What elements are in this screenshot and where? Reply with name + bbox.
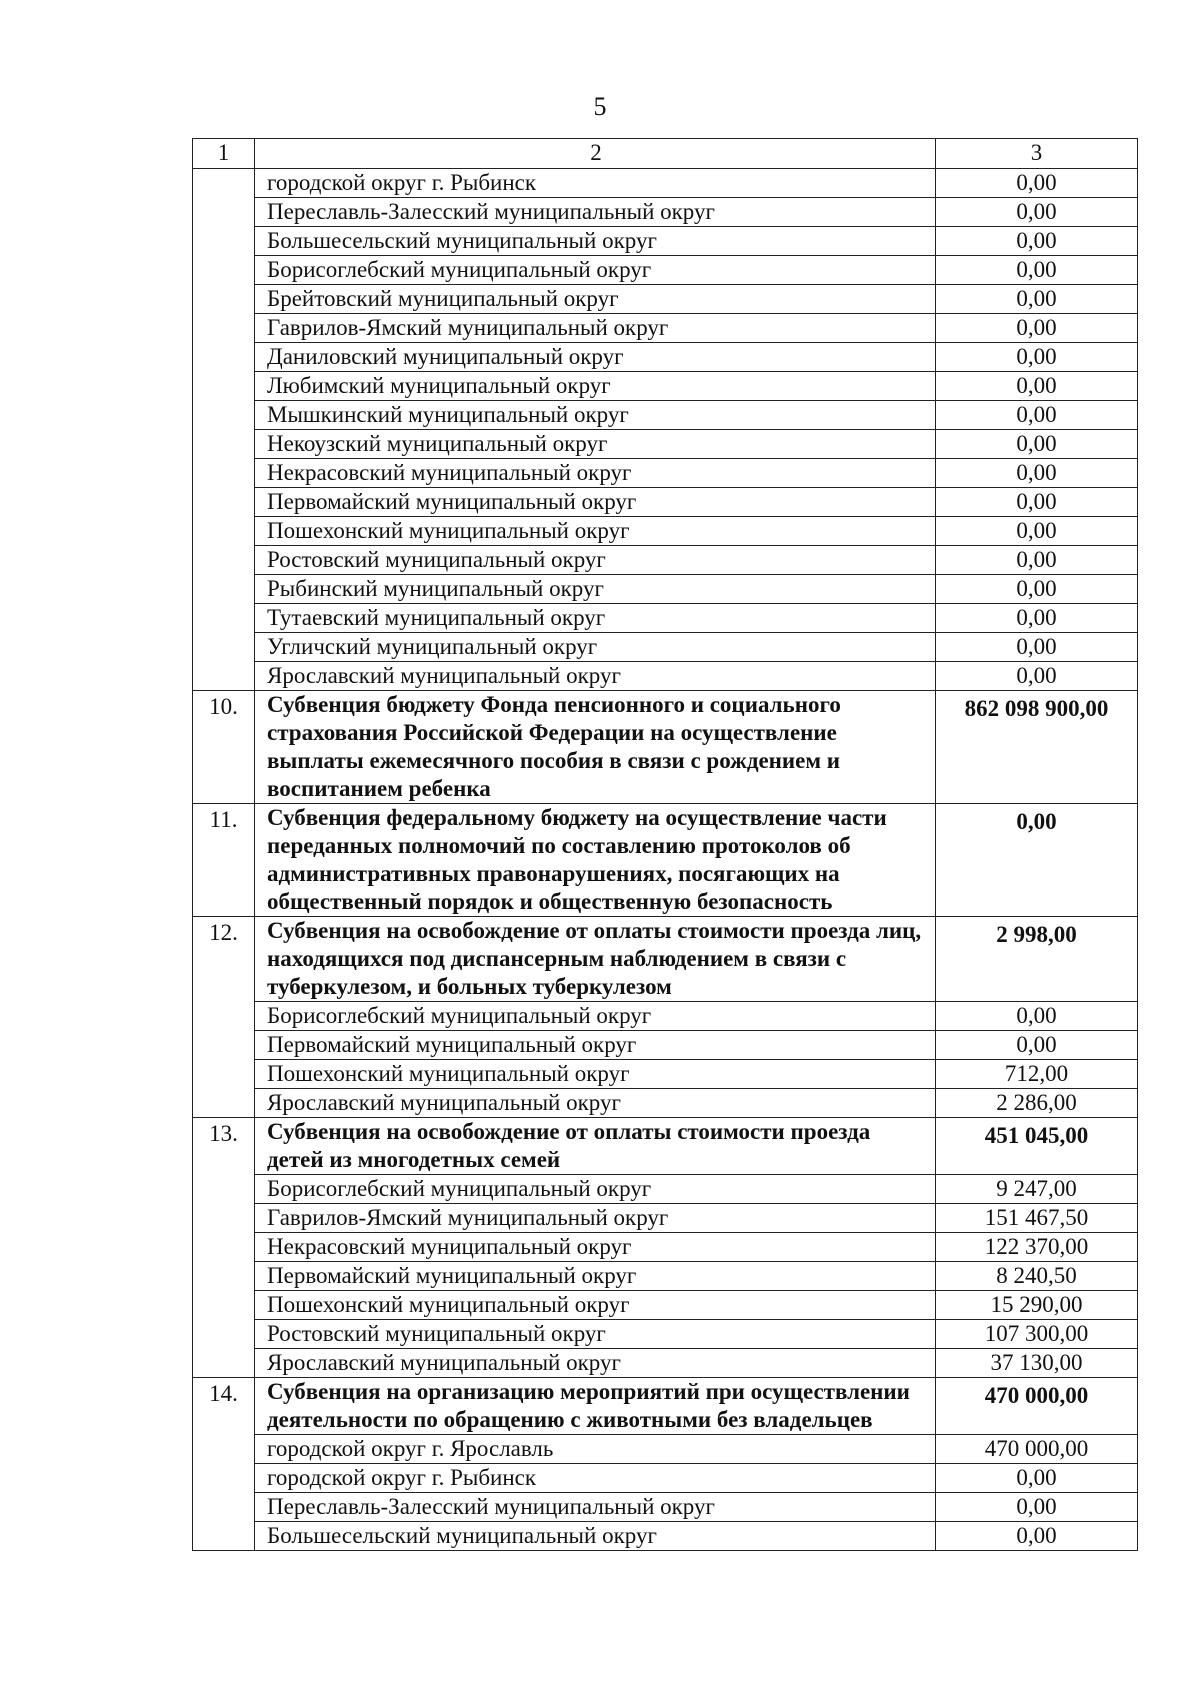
- table-row: [193, 1002, 1138, 1031]
- subvention-row: [193, 804, 1138, 917]
- amount-value: 0,00: [936, 314, 1138, 343]
- municipality-name: Гаврилов-Ямский муниципальный округ: [255, 1204, 936, 1233]
- amount-value: 0,00: [936, 575, 1138, 604]
- amount-value: 0,00: [936, 1522, 1138, 1551]
- municipality-name: Тутаевский муниципальный округ: [255, 604, 936, 633]
- subvention-title: Субвенция на освобождение от оплаты стоимости проезда детей из многодетных семей: [255, 1118, 936, 1175]
- municipality-name: Гаврилов-Ямский муниципальный округ: [255, 314, 936, 343]
- table-row: [193, 401, 1138, 430]
- amount-value: 37 130,00: [936, 1349, 1138, 1378]
- municipality-name: Ярославский муниципальный округ: [255, 662, 936, 691]
- municipality-name: Первомайский муниципальный округ: [255, 488, 936, 517]
- amount-value: 0,00: [936, 256, 1138, 285]
- table-row: [193, 517, 1138, 546]
- amount-value: 2 286,00: [936, 1089, 1138, 1118]
- municipality-name: Ярославский муниципальный округ: [255, 1349, 936, 1378]
- amount-value: 15 290,00: [936, 1291, 1138, 1320]
- municipality-name: Борисоглебский муниципальный округ: [255, 256, 936, 285]
- subvention-title: Субвенция на освобождение от оплаты стоимости проезда лиц, находящихся под диспансерным наблюдением в связи с туберкулезом, и больных туберкулезом: [255, 917, 936, 1002]
- table-row: [193, 633, 1138, 662]
- municipality-name: Пошехонский муниципальный округ: [255, 1291, 936, 1320]
- municipality-name: Первомайский муниципальный округ: [255, 1031, 936, 1060]
- subvention-row: [193, 917, 1138, 1002]
- municipality-name: Некрасовский муниципальный округ: [255, 459, 936, 488]
- municipality-name: Большесельский муниципальный округ: [255, 1522, 936, 1551]
- amount-value: 8 240,50: [936, 1262, 1138, 1291]
- table-row: [193, 546, 1138, 575]
- amount-value: 0,00: [936, 198, 1138, 227]
- amount-value: 0,00: [936, 1464, 1138, 1493]
- amount-value: 0,00: [936, 662, 1138, 691]
- subvention-total: 470 000,00: [936, 1378, 1138, 1435]
- amount-value: 470 000,00: [936, 1435, 1138, 1464]
- table-row: [193, 430, 1138, 459]
- municipality-name: Ростовский муниципальный округ: [255, 1320, 936, 1349]
- amount-value: 107 300,00: [936, 1320, 1138, 1349]
- amount-value: 712,00: [936, 1060, 1138, 1089]
- subvention-row: [193, 1378, 1138, 1435]
- subvention-total: 2 998,00: [936, 917, 1138, 1002]
- table-row: [193, 604, 1138, 633]
- amount-value: 151 467,50: [936, 1204, 1138, 1233]
- table-row: [193, 1089, 1138, 1118]
- municipality-name: городской округ г. Рыбинск: [255, 1464, 936, 1493]
- municipality-name: Переславль-Залесский муниципальный округ: [255, 198, 936, 227]
- amount-value: 0,00: [936, 546, 1138, 575]
- municipality-name: Некрасовский муниципальный округ: [255, 1233, 936, 1262]
- table-row: [193, 343, 1138, 372]
- amount-value: 0,00: [936, 517, 1138, 546]
- amount-value: 0,00: [936, 343, 1138, 372]
- amount-value: 0,00: [936, 604, 1138, 633]
- amount-value: 0,00: [936, 633, 1138, 662]
- municipality-name: Некоузский муниципальный округ: [255, 430, 936, 459]
- municipality-name: Ярославский муниципальный округ: [255, 1089, 936, 1118]
- amount-value: 122 370,00: [936, 1233, 1138, 1262]
- municipality-name: Угличский муниципальный округ: [255, 633, 936, 662]
- subvention-total: 862 098 900,00: [936, 691, 1138, 804]
- subvention-title: Субвенция федеральному бюджету на осуществление части переданных полномочий по составлению протоколов об административных правонарушениях, посягающих на общественный порядок и общественную безопасность: [255, 804, 936, 917]
- municipality-name: Ростовский муниципальный округ: [255, 546, 936, 575]
- amount-value: 0,00: [936, 1493, 1138, 1522]
- amount-value: 0,00: [936, 227, 1138, 256]
- table-row: [193, 1060, 1138, 1089]
- table-row: [193, 169, 1138, 198]
- table-row: [193, 1435, 1138, 1464]
- table-row: [193, 256, 1138, 285]
- table-row: [193, 1493, 1138, 1522]
- table-row: [193, 227, 1138, 256]
- municipality-name: Брейтовский муниципальный округ: [255, 285, 936, 314]
- subvention-row: [193, 1118, 1138, 1175]
- item-number: 14.: [193, 1378, 255, 1551]
- table-row: [193, 314, 1138, 343]
- item-number: 12.: [193, 917, 255, 1118]
- municipality-name: Рыбинский муниципальный округ: [255, 575, 936, 604]
- table-row: [193, 1262, 1138, 1291]
- amount-value: 0,00: [936, 285, 1138, 314]
- table-row: [193, 1175, 1138, 1204]
- header-col-3: 3: [936, 139, 1138, 169]
- amount-value: 0,00: [936, 430, 1138, 459]
- municipality-name: городской округ г. Рыбинск: [255, 169, 936, 198]
- municipality-name: городской округ г. Ярославль: [255, 1435, 936, 1464]
- table-row: [193, 1522, 1138, 1551]
- page-number: 5: [593, 92, 607, 121]
- item-number: 13.: [193, 1118, 255, 1378]
- subvention-row: [193, 691, 1138, 804]
- municipality-name: Переславль-Залесский муниципальный округ: [255, 1493, 936, 1522]
- item-number: 11.: [193, 804, 255, 917]
- amount-value: 0,00: [936, 488, 1138, 517]
- table-header-row: [193, 139, 1138, 169]
- table-row: [193, 285, 1138, 314]
- amount-value: 0,00: [936, 169, 1138, 198]
- table-row: [193, 662, 1138, 691]
- table-row: [193, 1464, 1138, 1493]
- municipality-name: Первомайский муниципальный округ: [255, 1262, 936, 1291]
- municipality-name: Борисоглебский муниципальный округ: [255, 1175, 936, 1204]
- header-col-1: 1: [193, 139, 255, 169]
- table-row: [193, 198, 1138, 227]
- municipality-name: Даниловский муниципальный округ: [255, 343, 936, 372]
- amount-value: 0,00: [936, 1031, 1138, 1060]
- amount-value: 0,00: [936, 1002, 1138, 1031]
- table-row: [193, 1291, 1138, 1320]
- municipality-name: Пошехонский муниципальный округ: [255, 517, 936, 546]
- table-row: [193, 1204, 1138, 1233]
- amount-value: 9 247,00: [936, 1175, 1138, 1204]
- municipality-name: Любимский муниципальный округ: [255, 372, 936, 401]
- subvention-title: Субвенция бюджету Фонда пенсионного и социального страхования Российской Федерации на осуществление выплаты ежемесячного пособия в связи с рождением и воспитанием ребенка: [255, 691, 936, 804]
- municipality-name: Борисоглебский муниципальный округ: [255, 1002, 936, 1031]
- amount-value: 0,00: [936, 459, 1138, 488]
- table-row: [193, 1031, 1138, 1060]
- subvention-title: Субвенция на организацию мероприятий при осуществлении деятельности по обращению с животными без владельцев: [255, 1378, 936, 1435]
- amount-value: 0,00: [936, 372, 1138, 401]
- table-row: [193, 575, 1138, 604]
- number-cell-empty: [193, 169, 255, 691]
- municipality-name: Пошехонский муниципальный округ: [255, 1060, 936, 1089]
- table-row: [193, 488, 1138, 517]
- amount-value: 0,00: [936, 401, 1138, 430]
- municipality-name: Большесельский муниципальный округ: [255, 227, 936, 256]
- table-row: [193, 1320, 1138, 1349]
- budget-table: [192, 138, 1138, 1551]
- subvention-total: 451 045,00: [936, 1118, 1138, 1175]
- table-row: [193, 372, 1138, 401]
- item-number: 10.: [193, 691, 255, 804]
- table-row: [193, 1233, 1138, 1262]
- table-row: [193, 1349, 1138, 1378]
- table-row: [193, 459, 1138, 488]
- header-col-2: 2: [255, 139, 936, 169]
- municipality-name: Мышкинский муниципальный округ: [255, 401, 936, 430]
- subvention-total: 0,00: [936, 804, 1138, 917]
